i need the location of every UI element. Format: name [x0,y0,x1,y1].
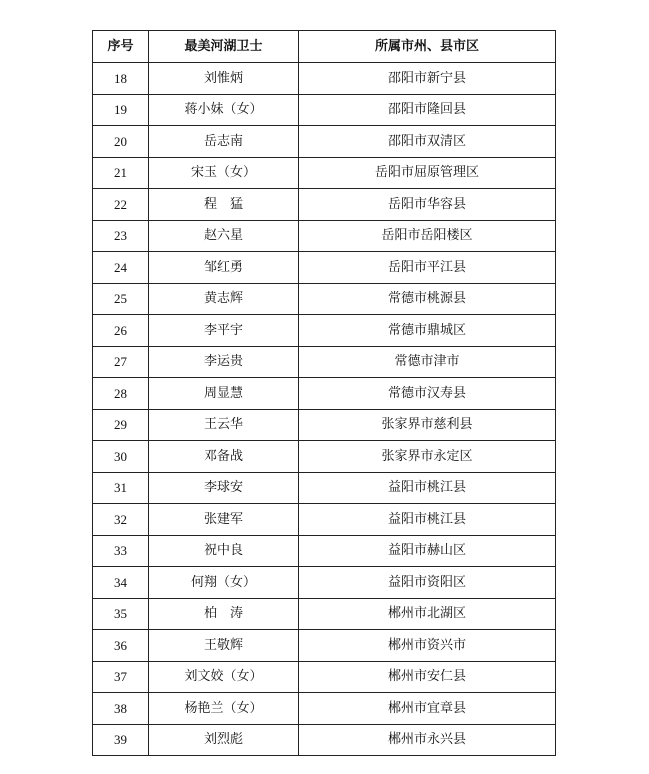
cell-name: 祝中良 [149,535,299,567]
table-row [93,63,556,95]
cell-index: 19 [93,94,149,126]
cell-region: 岳阳市屈原管理区 [299,157,556,189]
cell-index: 29 [93,409,149,441]
table-row [93,630,556,662]
cell-region: 益阳市桃江县 [299,504,556,536]
cell-index: 35 [93,598,149,630]
cell-index: 26 [93,315,149,347]
header-index: 序号 [93,31,149,63]
cell-index: 18 [93,63,149,95]
cell-name: 邓备战 [149,441,299,473]
cell-region: 张家界市慈利县 [299,409,556,441]
cell-region: 郴州市资兴市 [299,630,556,662]
cell-name: 王云华 [149,409,299,441]
cell-region: 常德市汉寿县 [299,378,556,410]
table-row [93,409,556,441]
table-row [93,252,556,284]
cell-index: 31 [93,472,149,504]
table-row [93,441,556,473]
cell-region: 郴州市北湖区 [299,598,556,630]
header-row [93,31,556,63]
cell-name: 赵六星 [149,220,299,252]
cell-index: 23 [93,220,149,252]
cell-region: 益阳市桃江县 [299,472,556,504]
cell-index: 22 [93,189,149,221]
cell-index: 37 [93,661,149,693]
cell-name: 李运贵 [149,346,299,378]
cell-name: 蒋小妹（女） [149,94,299,126]
cell-index: 20 [93,126,149,158]
cell-region: 岳阳市岳阳楼区 [299,220,556,252]
header-name: 最美河湖卫士 [149,31,299,63]
cell-index: 33 [93,535,149,567]
table-header [93,31,556,63]
cell-region: 常德市鼎城区 [299,315,556,347]
table-row [93,724,556,756]
table-row [93,661,556,693]
table-row [93,472,556,504]
table-row [93,693,556,725]
cell-name: 刘惟炳 [149,63,299,95]
table-row [93,567,556,599]
cell-region: 岳阳市华容县 [299,189,556,221]
header-region: 所属市州、县市区 [299,31,556,63]
cell-name: 何翔（女） [149,567,299,599]
table-row [93,126,556,158]
cell-name: 岳志南 [149,126,299,158]
cell-name: 张建军 [149,504,299,536]
cell-index: 32 [93,504,149,536]
cell-region: 常德市桃源县 [299,283,556,315]
cell-index: 28 [93,378,149,410]
table-row [93,283,556,315]
table-row [93,598,556,630]
cell-region: 岳阳市平江县 [299,252,556,284]
cell-name: 李球安 [149,472,299,504]
cell-index: 25 [93,283,149,315]
table-row [93,157,556,189]
cell-index: 21 [93,157,149,189]
cell-name: 王敬辉 [149,630,299,662]
cell-name: 李平宇 [149,315,299,347]
cell-name: 宋玉（女） [149,157,299,189]
cell-region: 益阳市赫山区 [299,535,556,567]
cell-region: 邵阳市双清区 [299,126,556,158]
cell-name: 杨艳兰（女） [149,693,299,725]
cell-name: 黄志辉 [149,283,299,315]
cell-region: 郴州市安仁县 [299,661,556,693]
cell-region: 郴州市永兴县 [299,724,556,756]
table-row [93,189,556,221]
table-row [93,535,556,567]
guardians-table [92,30,556,756]
cell-index: 39 [93,724,149,756]
cell-region: 邵阳市隆回县 [299,94,556,126]
table-row [93,220,556,252]
cell-region: 郴州市宜章县 [299,693,556,725]
cell-index: 38 [93,693,149,725]
cell-name: 邹红勇 [149,252,299,284]
table-row [93,94,556,126]
cell-region: 益阳市资阳区 [299,567,556,599]
cell-index: 36 [93,630,149,662]
cell-index: 30 [93,441,149,473]
cell-index: 27 [93,346,149,378]
table-body [93,63,556,756]
cell-name: 程 猛 [149,189,299,221]
cell-region: 常德市津市 [299,346,556,378]
cell-index: 24 [93,252,149,284]
table-row [93,315,556,347]
table-row [93,378,556,410]
cell-name: 周显慧 [149,378,299,410]
cell-region: 张家界市永定区 [299,441,556,473]
table-row [93,504,556,536]
cell-region: 邵阳市新宁县 [299,63,556,95]
cell-index: 34 [93,567,149,599]
table-row [93,346,556,378]
cell-name: 柏 涛 [149,598,299,630]
cell-name: 刘烈彪 [149,724,299,756]
cell-name: 刘文姣（女） [149,661,299,693]
